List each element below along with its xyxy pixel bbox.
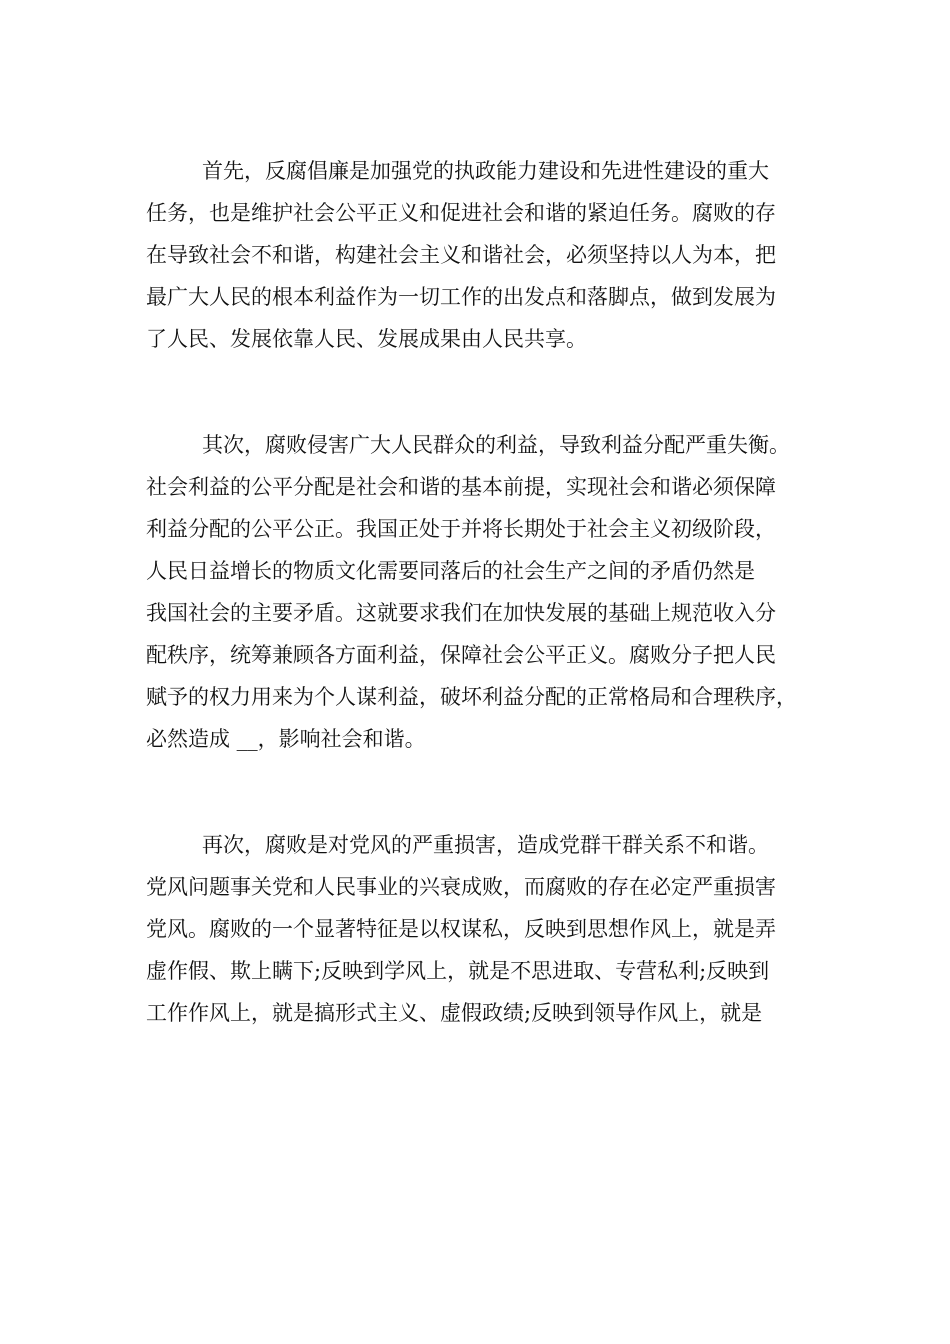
paragraph-2 — [146, 424, 816, 760]
paragraph-line: 党风问题事关党和人民事业的兴衰成败，而腐败的存在必定严重损害 — [146, 875, 776, 899]
paragraph-line: 人民日益增长的物质文化需要同落后的社会生产之间的矛盾仍然是 — [146, 559, 755, 583]
document-body — [146, 150, 816, 1034]
paragraph-line: 我国社会的主要矛盾。这就要求我们在加快发展的基础上规范收入分 — [146, 601, 776, 625]
paragraph-spacer — [146, 760, 816, 824]
paragraph-3 — [146, 824, 816, 1034]
paragraph-line: 赋予的权力用来为个人谋利益，破坏利益分配的正常格局和合理秩序， — [146, 685, 797, 709]
paragraph-1 — [146, 150, 816, 360]
paragraph-line: 虚作假、欺上瞒下;反映到学风上，就是不思进取、专营私利;反映到 — [146, 959, 770, 983]
paragraph-line: 党风。腐败的一个显著特征是以权谋私，反映到思想作风上，就是弄 — [146, 917, 776, 941]
paragraph-line: 了人民、发展依靠人民、发展成果由人民共享。 — [146, 327, 587, 351]
paragraph-spacer — [146, 360, 816, 424]
paragraph-line: 再次，腐败是对党风的严重损害，造成党群干群关系不和谐。 — [202, 833, 769, 857]
paragraph-line: 首先，反腐倡廉是加强党的执政能力建设和先进性建设的重大 — [202, 159, 769, 183]
paragraph-line: 工作作风上，就是搞形式主义、虚假政绩;反映到领导作风上，就是 — [146, 1001, 763, 1025]
paragraph-line: 在导致社会不和谐，构建社会主义和谐社会，必须坚持以人为本，把 — [146, 243, 776, 267]
paragraph-line: 利益分配的公平公正。我国正处于并将长期处于社会主义初级阶段， — [146, 517, 776, 541]
paragraph-line: 最广大人民的根本利益作为一切工作的出发点和落脚点，做到发展为 — [146, 285, 776, 309]
paragraph-line: 其次，腐败侵害广大人民群众的利益，导致利益分配严重失衡。 — [202, 433, 790, 457]
paragraph-line: 必然造成 __，影响社会和谐。 — [146, 727, 426, 751]
paragraph-line: 配秩序，统筹兼顾各方面利益，保障社会公平正义。腐败分子把人民 — [146, 643, 776, 667]
paragraph-line: 任务，也是维护社会公平正义和促进社会和谐的紧迫任务。腐败的存 — [146, 201, 776, 225]
paragraph-line: 社会利益的公平分配是社会和谐的基本前提，实现社会和谐必须保障 — [146, 475, 776, 499]
